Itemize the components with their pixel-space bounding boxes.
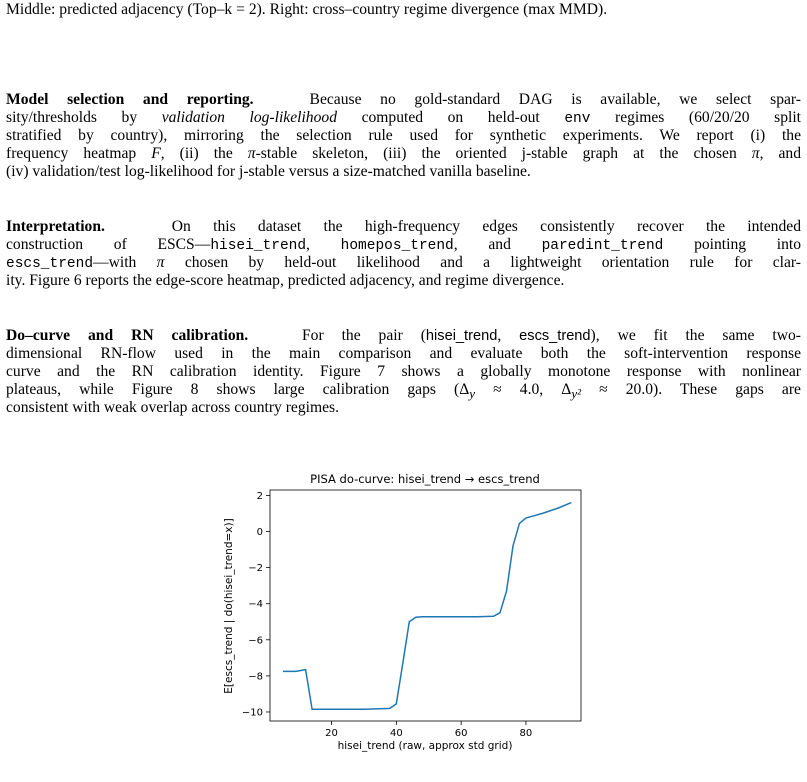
model-selection-line-2: sity/thresholds by validation log-likelihood computed on held-out env regimes (60/20/20 split (6, 109, 802, 127)
chart-title: PISA do-curve: hisei_trend → escs_trend (310, 472, 540, 486)
model-selection-line-1: Model selection and reporting. Because no gold-standard DAG is available, we select spar- (6, 91, 801, 108)
docurve-line-4: plateaus, while Figure 8 shows large calibration gaps ($\Delta_y \approx 4.0$, $\Delta_{y^2} \approx 20.0$). These gaps are (6, 381, 801, 402)
y-ticks (242, 491, 270, 719)
docurve-line-3: curve and the RN calibration identity. Figure 7 shows a globally monotone response with nonlinear (6, 363, 801, 380)
y-tick-label: −8 (248, 671, 263, 683)
interpretation-line-1: Interpretation. On this dataset the high-frequency edges consistently recover the intended (6, 218, 801, 235)
x-tick-label: 60 (454, 728, 468, 739)
docurve-chart (215, 470, 595, 755)
docurve-line-2: dimensional RN-flow used in the main comparison and evaluate both the soft-intervention response (6, 345, 801, 362)
docurve-line-1: Do–curve and RN calibration. For the pair (hisei_trend, escs_trend), we fit the same two- (6, 327, 801, 344)
y-tick-label: 2 (256, 490, 263, 502)
series-line (283, 503, 571, 710)
figure-6-caption-fragment: Middle: predicted adjacency (Top–k = 2). Right: cross–country regime divergence (max MMD). (6, 1, 608, 18)
x-tick-label: 20 (325, 728, 338, 739)
model-selection-line-3: stratified by country), mirroring the selection rule used for synthetic experiments. We report (i) the (6, 127, 801, 144)
interpretation-heading: Interpretation. (6, 218, 105, 235)
y-axis-label: E[escs_trend | do(hisei_trend=x)] (223, 518, 235, 694)
x-axis-label: hisei_trend (raw, approx std grid) (337, 740, 513, 752)
y-tick-label: 0 (256, 527, 263, 539)
y-tick-label: −4 (248, 599, 263, 611)
y-tick-label: −6 (248, 635, 263, 647)
interpretation-line-2: construction of ESCS—hisei_trend, homepos_trend, and paredint_trend pointing into (6, 236, 802, 254)
docurve-heading: Do–curve and RN calibration. (6, 327, 249, 344)
x-tick-label: 40 (389, 728, 403, 739)
model-selection-heading: Model selection and reporting. (6, 91, 254, 108)
model-selection-line-4: frequency heatmap F, (ii) the π-stable skeleton, (iii) the oriented j-stable graph at the chosen π, and (6, 145, 802, 162)
interpretation-line-3: escs_trend—with π chosen by held-out likelihood and a lightweight orientation rule for clar- (6, 254, 801, 272)
y-tick-label: −10 (241, 707, 263, 719)
plot-frame (270, 490, 581, 721)
y-tick-label: −2 (248, 563, 263, 575)
docurve-line-5: consistent with weak overlap across country regimes. (6, 399, 340, 416)
interpretation-line-4: ity. Figure 6 reports the edge-score heatmap, predicted adjacency, and regime divergence. (6, 272, 565, 289)
x-ticks (325, 721, 532, 739)
docurve-figure (215, 470, 595, 760)
x-tick-label: 80 (519, 728, 533, 739)
model-selection-line-5: (iv) validation/test log-likelihood for j-stable versus a size-matched vanilla baseline. (6, 163, 531, 180)
